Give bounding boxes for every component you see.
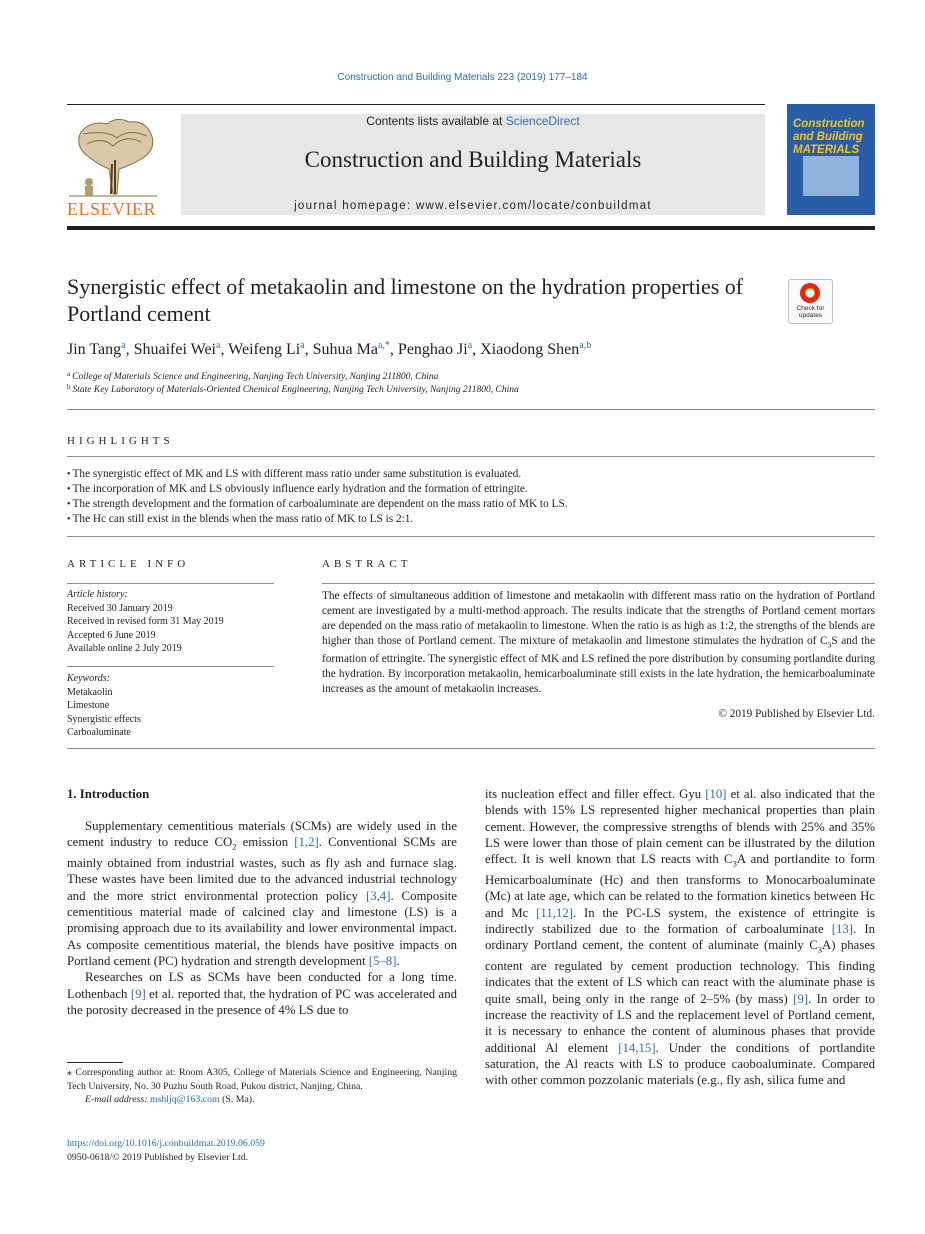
article-title: Synergistic effect of metakaolin and limestone on the hydration properties of Portland cement xyxy=(67,274,744,326)
cover-title: Construction and Building MATERIALS xyxy=(793,118,865,156)
author-name[interactable]: Jin Tang xyxy=(67,341,122,358)
author-name[interactable]: Xiaodong Shen xyxy=(480,341,580,358)
divider xyxy=(67,409,875,410)
header-divider xyxy=(67,104,765,105)
check-updates-label: Check for updates xyxy=(796,305,825,319)
journal-title: Construction and Building Materials xyxy=(304,147,642,172)
author-name[interactable]: Weifeng Li xyxy=(228,341,301,358)
keywords-label: Keywords: xyxy=(67,673,110,684)
cover-image xyxy=(803,156,859,196)
highlights-heading: HIGHLIGHTS xyxy=(67,435,174,447)
doi-link[interactable]: https://doi.org/10.1016/j.conbuildmat.2019.06.059 xyxy=(67,1138,265,1149)
history-line: Received 30 January 2019 xyxy=(67,602,173,614)
journal-homepage: journal homepage: www.elsevier.com/locate/conbuildmat xyxy=(294,200,652,212)
corresponding-author-footnote: ⁎ Corresponding author at: Room A305, College of Materials Science and Engineering, Nanjing Tech University, No. 30 Puzhu South Road, Pukou district, Nanjing, China. E-mail address: mshljq@163.com (S. Ma). xyxy=(67,1067,457,1105)
intro-left-column xyxy=(67,818,457,1018)
introduction-heading: 1. Introduction xyxy=(67,787,150,801)
citation-link[interactable]: [10] xyxy=(705,787,727,801)
highlight-item: • The strength development and the formation of carboaluminate are dependent on the mass ratio of MK to LS. xyxy=(67,498,568,510)
email-line: E-mail address: mshljq@163.com (S. Ma). xyxy=(85,1094,255,1105)
contents-available: Contents lists available at ScienceDirect xyxy=(366,114,580,128)
journal-cover-thumbnail[interactable] xyxy=(787,104,875,215)
history-line: Accepted 6 June 2019 xyxy=(67,629,156,641)
issn-line: 0950-0618/© 2019 Published by Elsevier Ltd. xyxy=(67,1151,249,1163)
citation-link[interactable]: [9] xyxy=(130,986,146,1001)
journal-reference[interactable]: Construction and Building Materials 223 (2019) 177–184 xyxy=(337,72,588,83)
paragraph: its nucleation effect and filler effect. Gyu [10] et al. also indicated that the blends with 15% LS represented higher mechanical properties than plain cement. However, the compressive strengths of blends with 25% and 35% LS were lower than those of plain cement can be illustrated by the dilution effect. It is well known that LS reacts with $C_3A$ and portlandite to form Hemicarboaluminate (Hc) and then transforms to Monocarboaluminate (Mc) at late age, which can be related to the formation kinetics between Hc and Mc [11,12]. In the PC-LS system, the existence of ettringite is indirectly stabilized due to the formation of carboaluminate [13]. In ordinary Portland cement, the content of aluminate (mainly $C_3A$) phases content are regulated by cement production technology. This finding indicates that the extent of LS which can react with the aluminate phase is quite small, being only in the range of 2–5% (by mass) [9]. In order to increase the reactivity of LS and the replacement level of Portland cement, it is necessary to enhance the content of aluminous phases that provide additional Al element [14,15]. Under the conditions of portlandite saturation, the Al reacts with LS to produce caoboaluminate. Compared with other common pozzolanic materials (e.g., fly ash, silica fume and xyxy=(485,787,875,1088)
article-info-heading: ARTICLE INFO xyxy=(67,558,190,570)
abstract-copyright: © 2019 Published by Elsevier Ltd. xyxy=(718,708,875,720)
divider xyxy=(67,748,875,749)
history-line: Received in revised form 31 May 2019 xyxy=(67,616,224,627)
highlight-item: • The incorporation of MK and LS obviously influence early hydration and the formation of ettringite. xyxy=(67,483,528,495)
doi-block xyxy=(67,1137,265,1164)
article-history xyxy=(67,588,224,656)
homepage-url-link[interactable]: www.elsevier.com/locate/conbuildmat xyxy=(415,200,652,212)
intro-right-column xyxy=(485,786,875,1088)
author-name[interactable]: Suhua Ma xyxy=(312,341,378,358)
citation-link[interactable]: [14,15] xyxy=(618,1040,656,1055)
citation-link[interactable]: [1,2] xyxy=(294,835,319,850)
header-thick-rule xyxy=(67,226,875,230)
paragraph: Researches on LS as SCMs have been conducted for a long time. Lothenbach [9] et al. reported that, the hydration of PC was accelerated and the porosity decreased in the presence of 4% LS due to xyxy=(67,970,457,1017)
citation-link[interactable]: [11,12] xyxy=(536,905,573,920)
author-name[interactable]: Penghao Ji xyxy=(397,341,468,358)
divider xyxy=(67,666,274,667)
divider xyxy=(322,583,875,584)
citation-link[interactable]: [5–8] xyxy=(368,953,397,968)
citation-link[interactable]: [3,4] xyxy=(365,888,391,903)
author-name[interactable]: Shuaifei Wei xyxy=(133,341,216,358)
keyword: Metakaolin xyxy=(67,686,113,698)
author-list: Jin Tang$^a$, Shuaifei Wei$^a$, Weifeng Li$^a$, Suhua $Ma^{a,*}$, Penghao Ji$^a$, Xiaodong Shen$^{a,b}$ xyxy=(67,340,592,358)
highlight-item: • The Hc can still exist in the blends when the mass ratio of MK to LS is 2:1. xyxy=(67,513,414,525)
history-line: Available online 2 July 2019 xyxy=(67,643,182,654)
elsevier-wordmark: ELSEVIER xyxy=(67,199,156,219)
keywords xyxy=(67,672,141,740)
check-updates-icon xyxy=(800,283,820,303)
footnote-rule xyxy=(67,1062,123,1063)
paragraph: Supplementary cementitious materials (SCMs) are widely used in the cement industry to reduce $CO_2$ emission [1,2]. Conventional SCMs are mainly obtained from industrial wastes, such as fly ash and furnace slag. These wastes have been limited due to the advanced industrial technology and the more strict environmental protection policy [3,4]. Composite cementitious material made of calcined clay and limestone (LS) is a promising approach due to its availability and lower environmental impact. As composite cementitious material, the blends have positive impacts on Portland cement (PC) hydration and strength development [5–8]. xyxy=(67,819,458,968)
affiliation-b: $^b$ State Key Laboratory of Materials-Oriented Chemical Engineering, Nanjing Tech University, Nanjing 211800, China xyxy=(67,383,519,395)
highlight-item: • The synergistic effect of MK and LS with different mass ratio under same substitution is evaluated. xyxy=(67,468,522,480)
check-for-updates-button[interactable] xyxy=(788,279,833,324)
keyword: Synergistic effects xyxy=(67,713,141,725)
keyword: Limestone xyxy=(67,700,110,711)
divider xyxy=(67,583,274,584)
divider xyxy=(67,536,875,537)
citation-link[interactable]: [9] xyxy=(793,991,809,1006)
abstract-text: The effects of simultaneous addition of limestone and metakaolin with different mass ratio on the hydration of Portland cement are investigated by a multi-method approach. The results indicate that the strengths of Portland cement mortars are depended on the mass ratio of metakaolin to limestone. When the ratio is as high as 1:2, the strengths of the blends are higher than those of Portland cement. The mixture of metakaolin and limestone stimulates the hydration of $C_3S$ and the formation of ettringite. The synergistic effect of MK and LS refined the pore distribution by consuming portlandite during the hydration. By incorporation metakaolin, hemicarboaluminate still exists in the late hydration, the hemicarboaluminate increases as the amount of metakaolin increases. xyxy=(322,590,875,696)
sciencedirect-link[interactable]: ScienceDirect xyxy=(505,114,580,128)
keyword: Carboaluminate xyxy=(67,727,131,738)
history-label: Article history: xyxy=(67,589,128,600)
journal-banner xyxy=(181,114,765,215)
abstract-heading: ABSTRACT xyxy=(322,558,412,570)
divider xyxy=(67,456,875,457)
affiliation-a: $^a$ College of Materials Science and Engineering, Nanjing Tech University, Nanjing 211800, China xyxy=(67,370,439,382)
citation-link[interactable]: [13] xyxy=(831,921,854,936)
email-link[interactable]: mshljq@163.com xyxy=(149,1094,220,1105)
